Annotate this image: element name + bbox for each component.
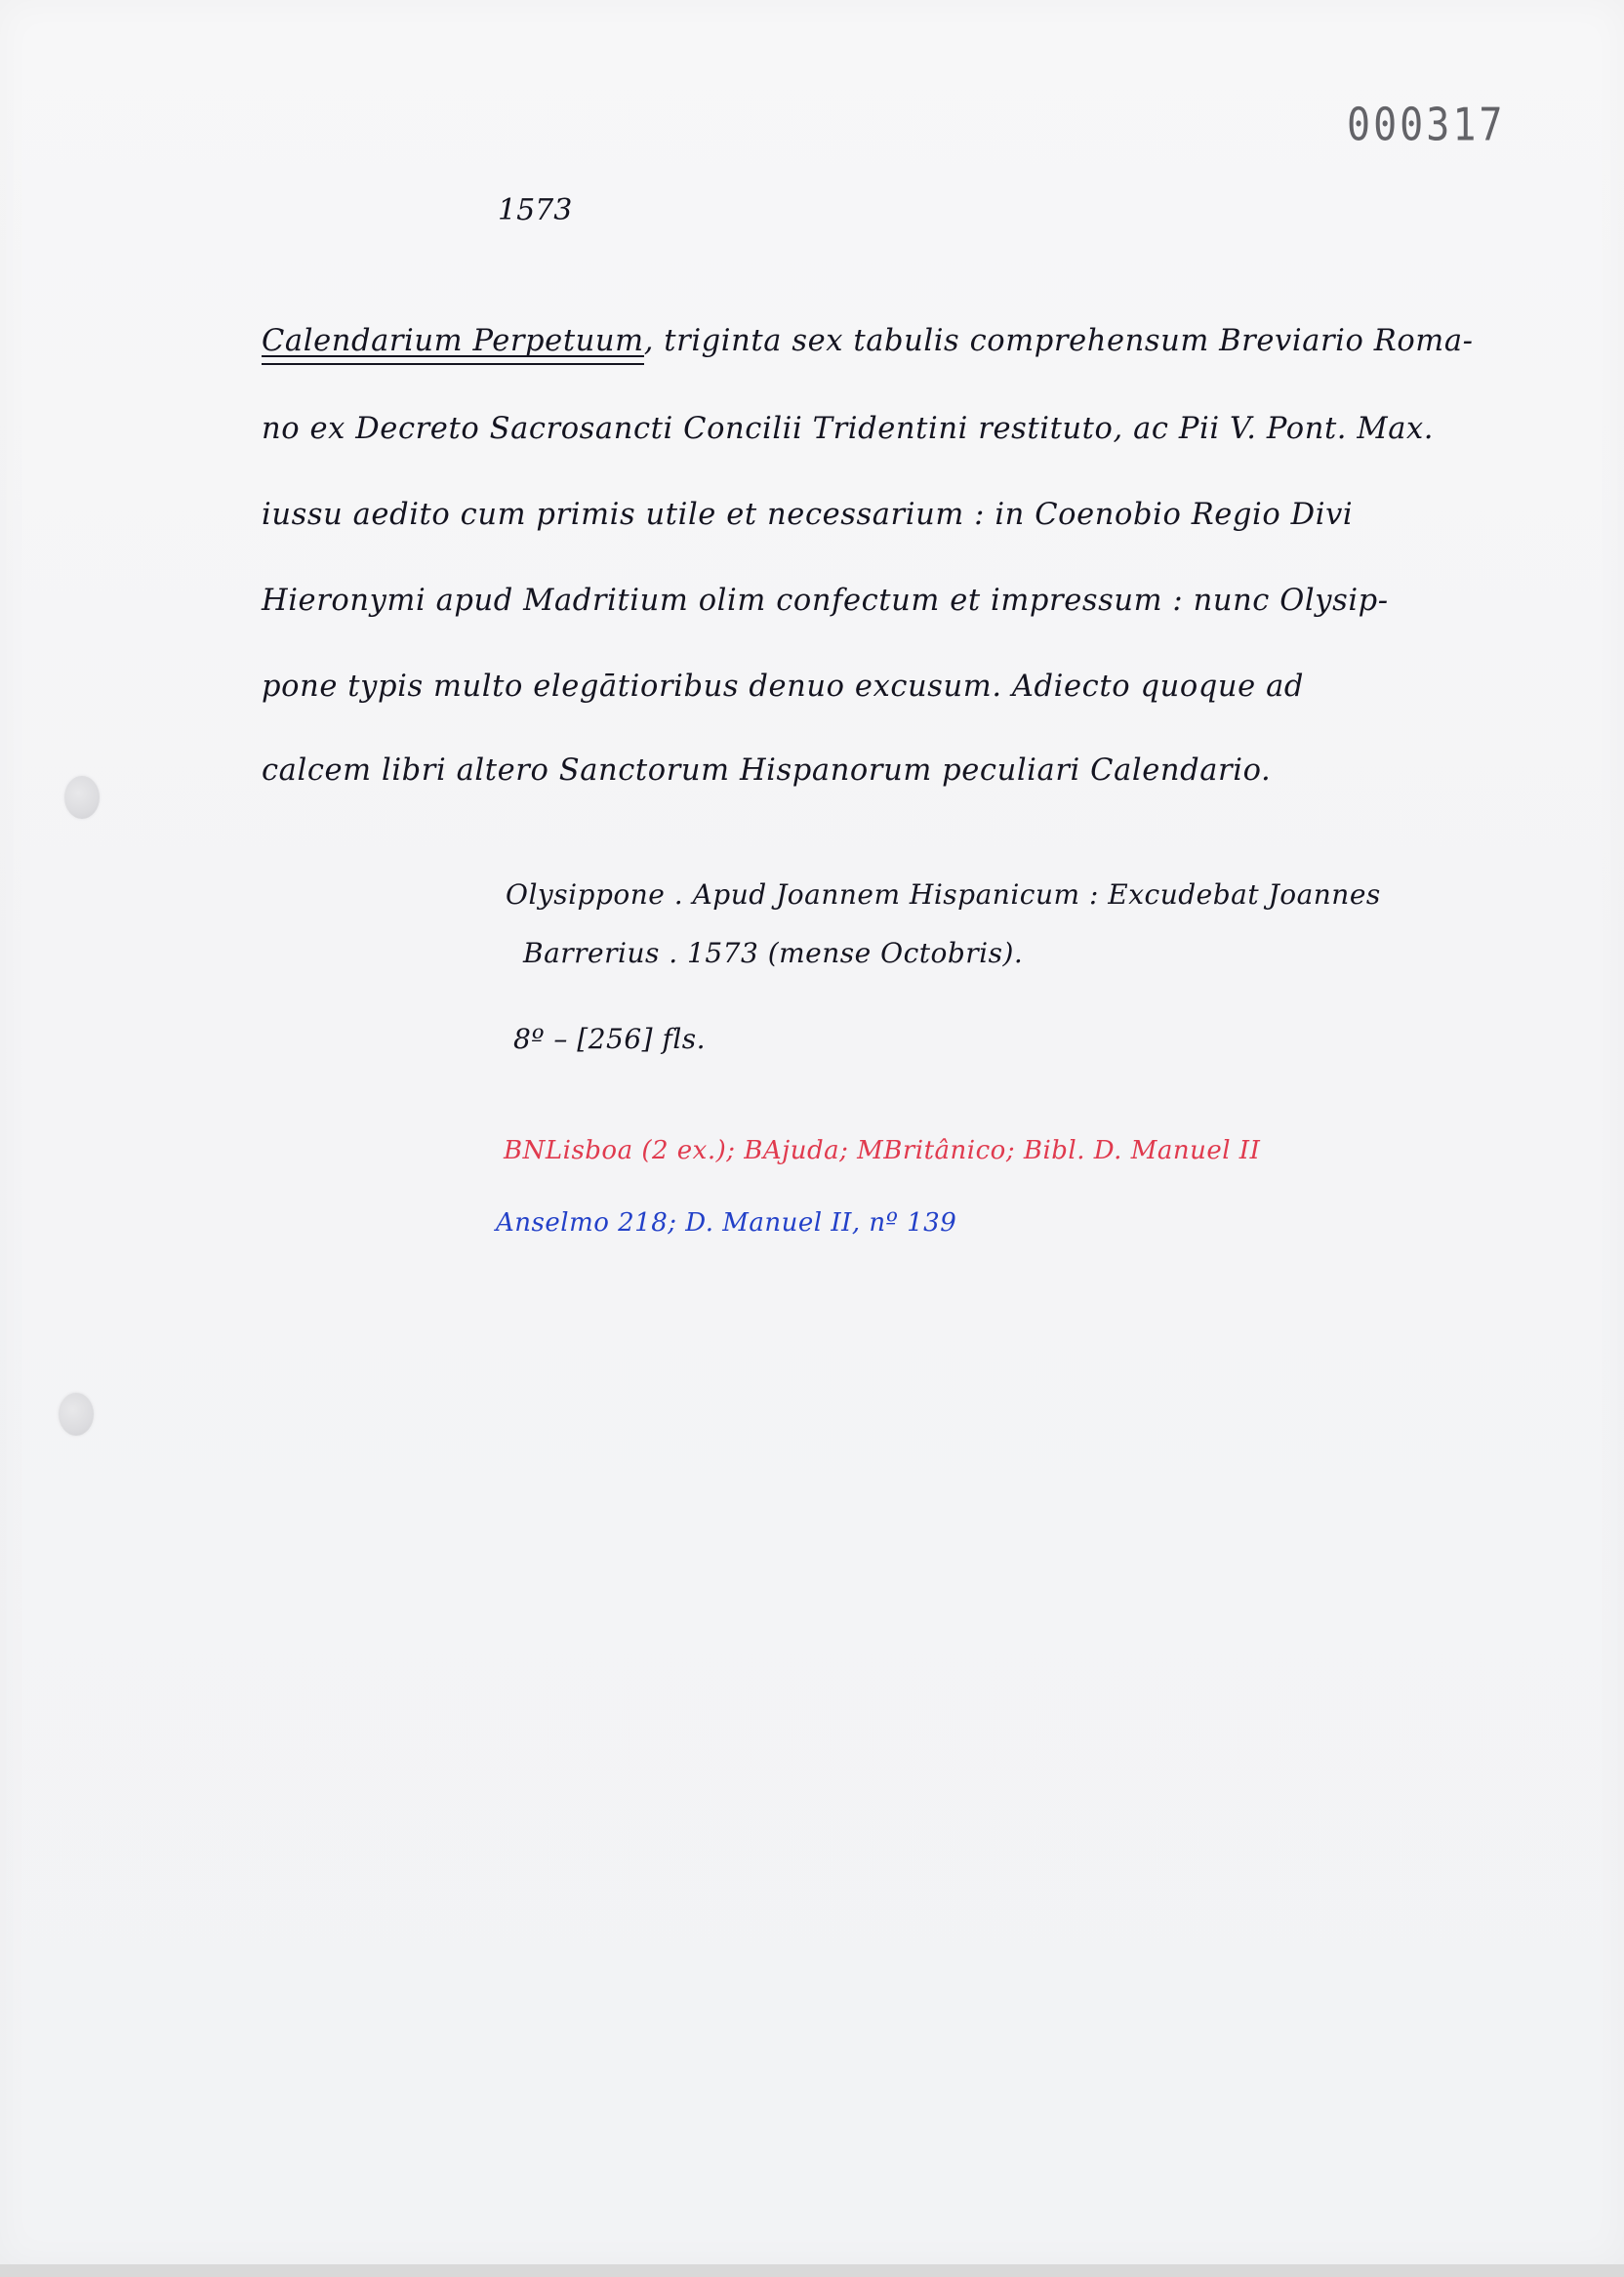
references-blue: Anselmo 218; D. Manuel II, nº 139 [496,1208,957,1238]
title-line-5: pone typis multo elegātioribus denuo excusum. Adiecto quoque ad [262,670,1305,704]
title-line-1-rest: , triginta sex tabulis comprehensum Breviario Roma- [643,324,1474,358]
punch-hole-lower [59,1393,94,1436]
punch-hole-upper [64,776,100,819]
stamp-number: 000317 [1347,100,1506,151]
imprint-line-1: Olysippone . Apud Joannem Hispanicum : Excudebat Joannes [506,878,1381,911]
scan-bottom-edge [0,2264,1624,2277]
holdings-red: BNLisboa (2 ex.); BAjuda; MBritânico; Bibl. D. Manuel II [504,1136,1261,1165]
title-line-4: Hieronymi apud Madritium olim confectum et impressum : nunc Olysip- [262,584,1389,618]
title-underlined: Calendarium Perpetuum [262,324,644,358]
title-line-3: iussu aedito cum primis utile et necessarium : in Coenobio Regio Divi [262,498,1354,532]
title-line-1 [262,324,1474,358]
title-line-2: no ex Decreto Sacrosancti Concilii Tridentini restituto, ac Pii V. Pont. Max. [262,412,1435,446]
title-line-6: calcem libri altero Sanctorum Hispanorum peculiari Calendario. [262,753,1272,788]
entry-year: 1573 [498,193,573,227]
collation: 8º – [256] fls. [513,1023,707,1055]
imprint-line-2: Barrerius . 1573 (mense Octobris). [523,937,1024,969]
